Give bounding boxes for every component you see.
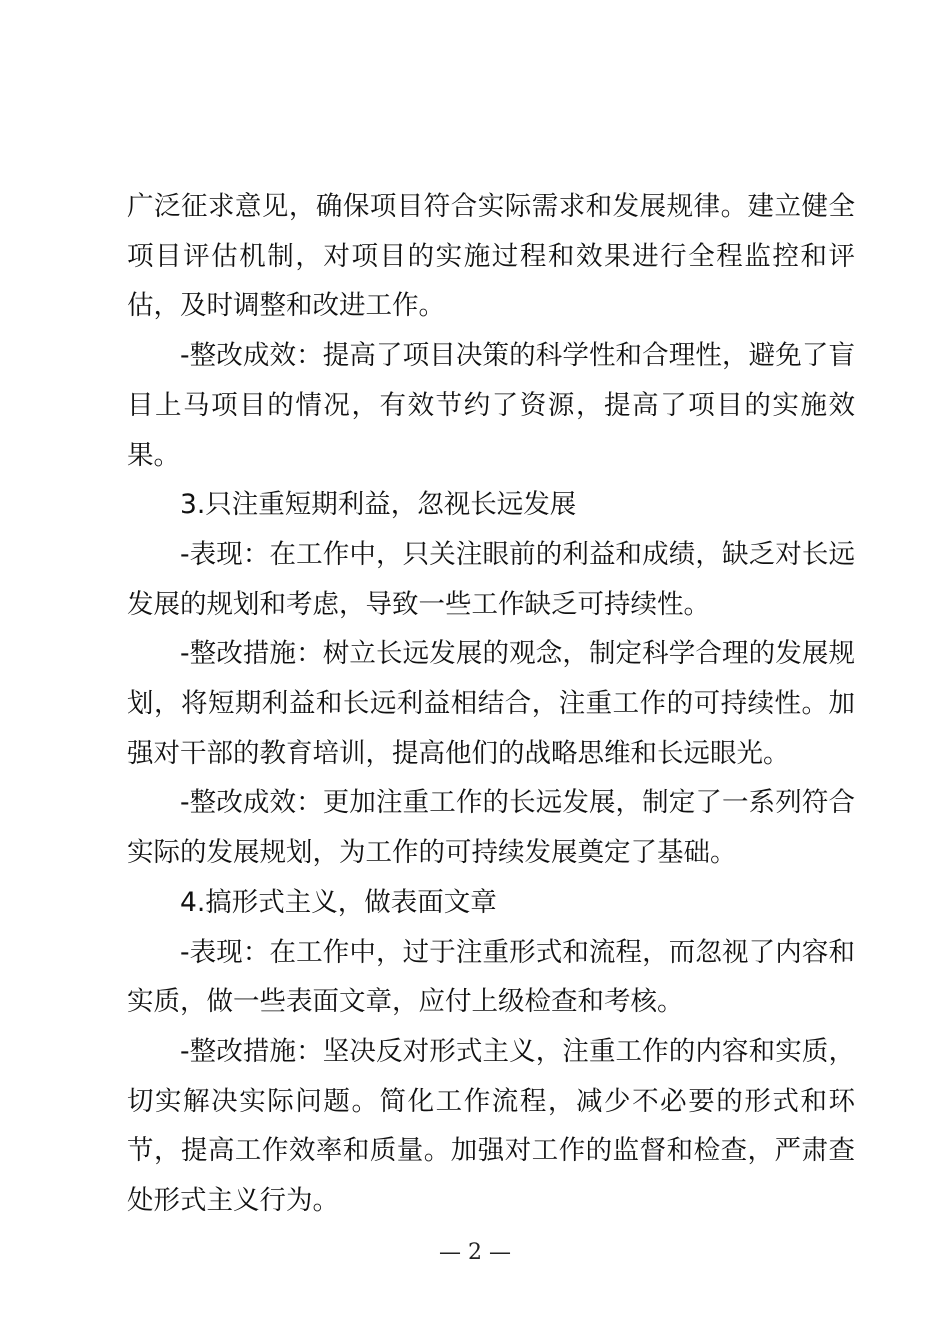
- paragraph-rectification-measures: -整改措施：坚决反对形式主义，注重工作的内容和实质，切实解决实际问题。简化工作流程，减少不必要的形式和环节，提高工作效率和质量。加强对工作的监督和检查，严肃查处形式主义行为。: [127, 1035, 855, 1217]
- paragraph-manifestation: -表现：在工作中，过于注重形式和流程，而忽视了内容和实质，做一些表面文章，应付上级检查和考核。: [127, 936, 855, 1018]
- section-heading-3: 3.只注重短期利益，忽视长远发展: [180, 489, 577, 521]
- document-body: [127, 182, 855, 1226]
- page-number: — 2 —: [439, 1240, 511, 1265]
- paragraph-continuation: 广泛征求意见，确保项目符合实际需求和发展规律。建立健全项目评估机制，对项目的实施过程和效果进行全程监控和评估，及时调整和改进工作。: [127, 191, 855, 322]
- section-heading-4: 4.搞形式主义，做表面文章: [180, 886, 497, 918]
- paragraph-manifestation: -表现：在工作中，只关注眼前的利益和成绩，缺乏对长远发展的规划和考虑，导致一些工作缺乏可持续性。: [127, 538, 855, 620]
- paragraph-rectification-result: -整改成效：更加注重工作的长远发展，制定了一系列符合实际的发展规划，为工作的可持续发展奠定了基础。: [127, 787, 855, 869]
- paragraph-rectification-measures: -整改措施：树立长远发展的观念，制定科学合理的发展规划，将短期利益和长远利益相结合，注重工作的可持续性。加强对干部的教育培训，提高他们的战略思维和长远眼光。: [127, 638, 855, 769]
- paragraph-rectification-result: -整改成效：提高了项目决策的科学性和合理性，避免了盲目上马项目的情况，有效节约了资源，提高了项目的实施效果。: [127, 340, 855, 471]
